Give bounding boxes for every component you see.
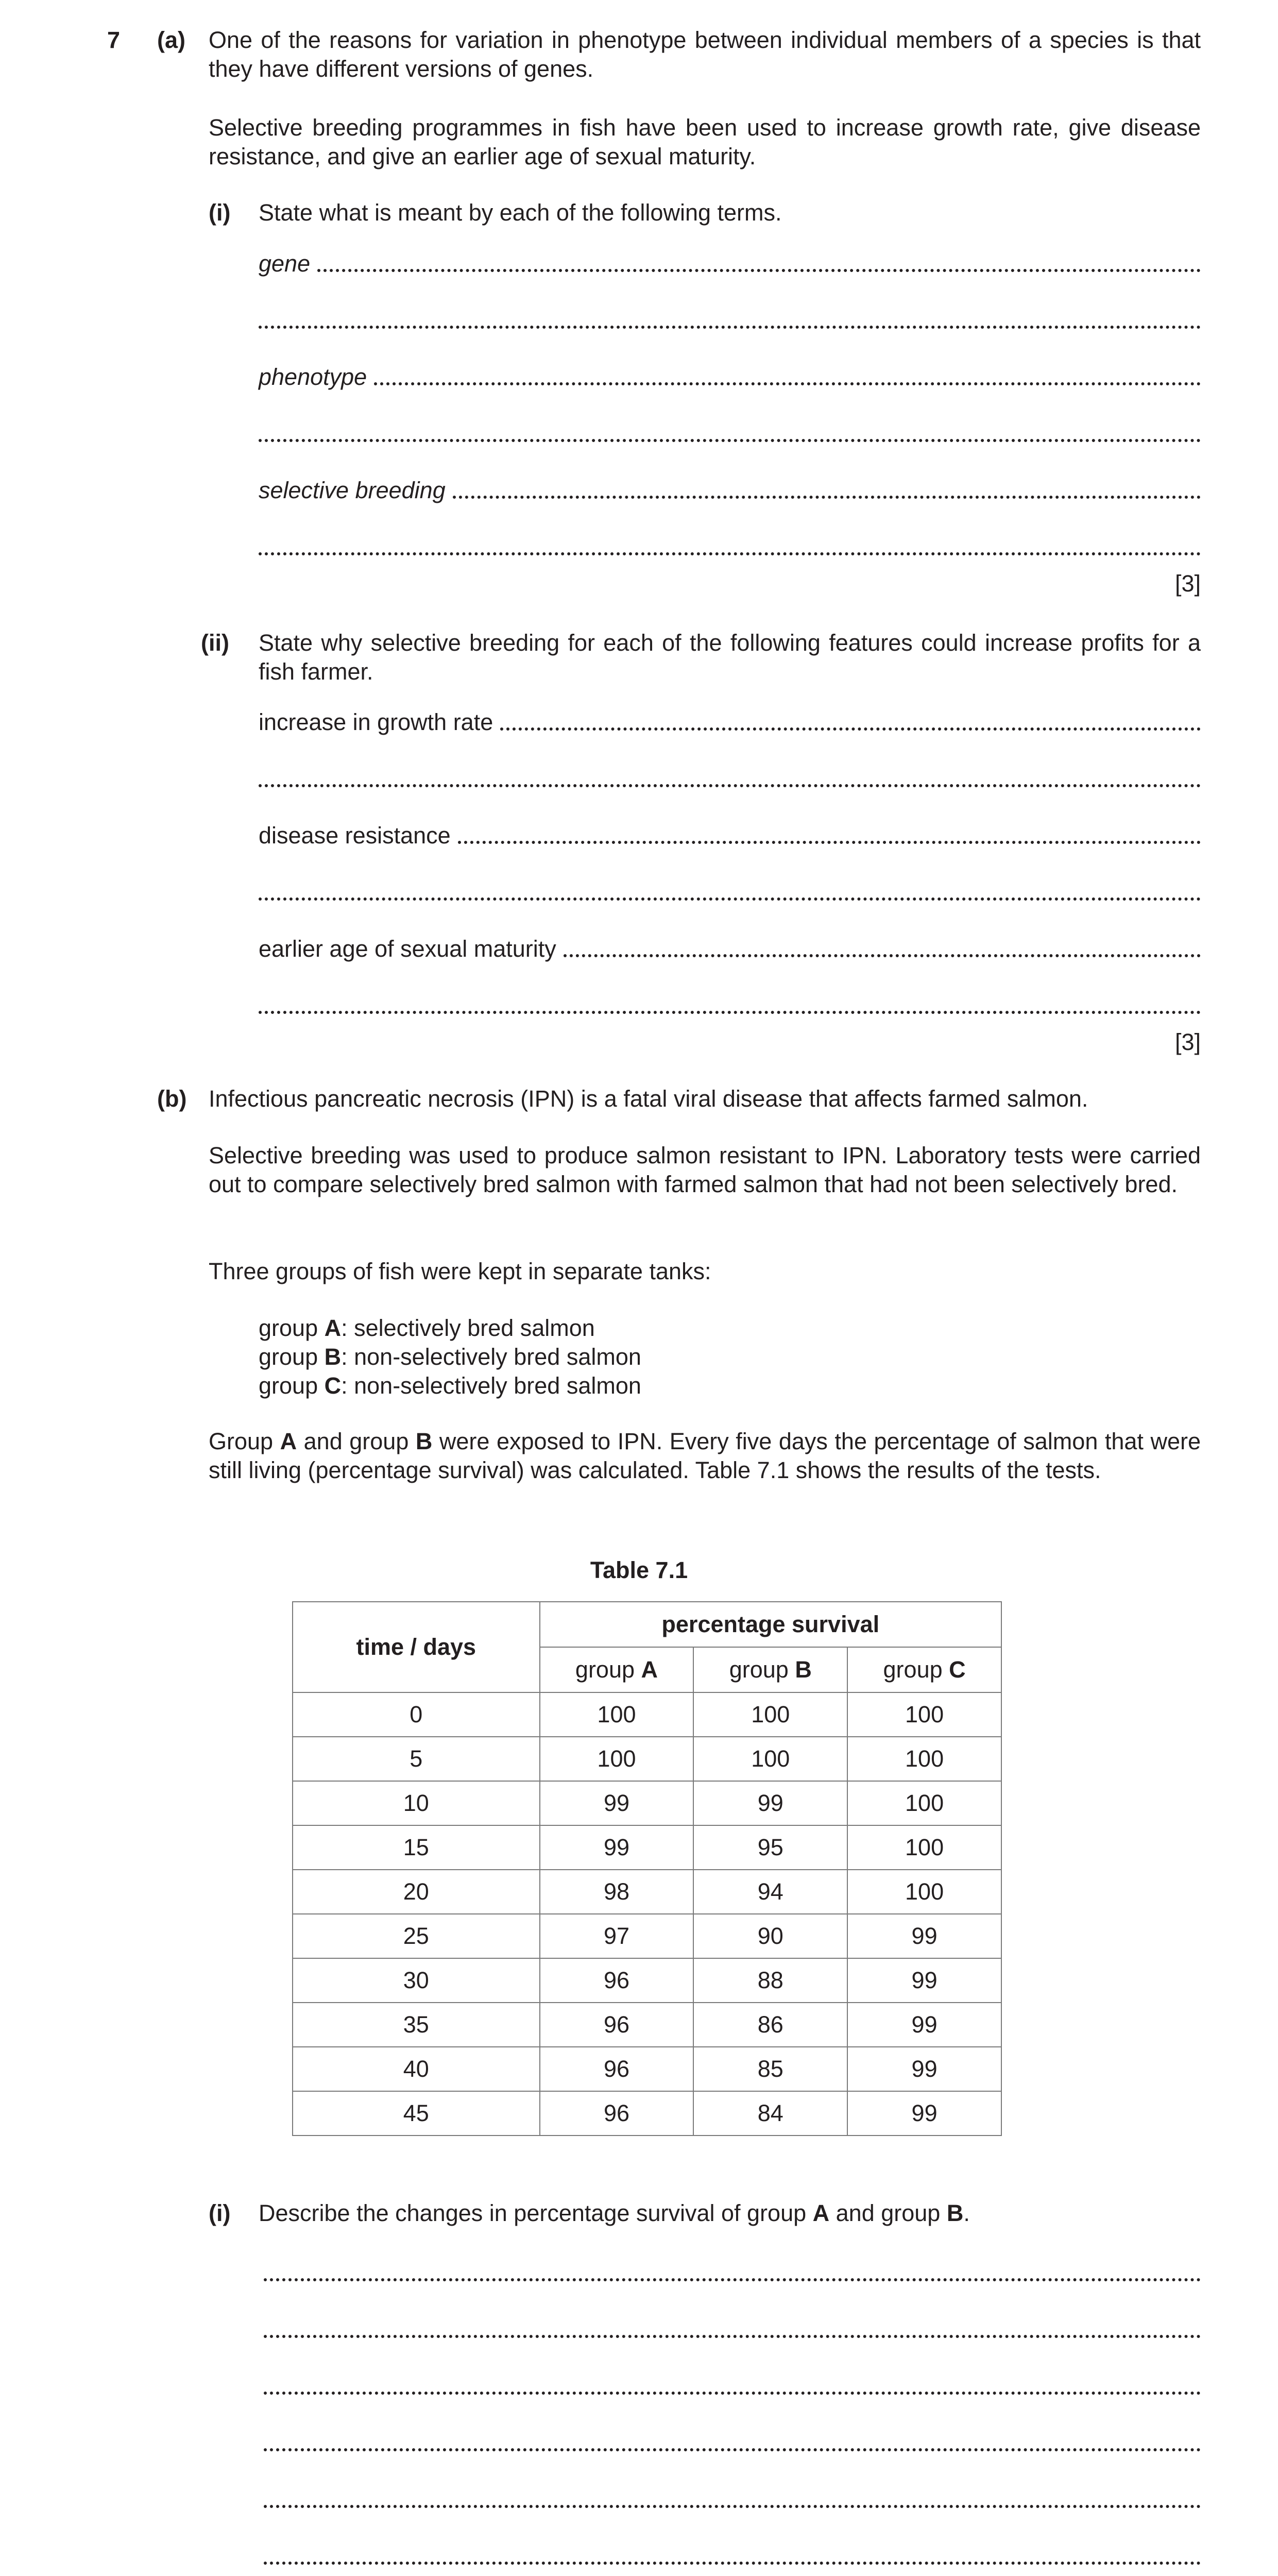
part-a-ii-label: (ii) (201, 630, 229, 656)
survival-cell: 98 (540, 1870, 694, 1914)
survival-cell: 99 (540, 1825, 694, 1870)
answer-line[interactable] (259, 876, 1201, 907)
part-b-i-label: (i) (209, 2200, 231, 2226)
survival-cell: 96 (540, 2091, 694, 2136)
survival-cell: 100 (693, 1737, 847, 1781)
survival-cell: 100 (540, 1737, 694, 1781)
survival-cell: 99 (540, 1781, 694, 1825)
time-cell: 10 (293, 1781, 540, 1825)
header-time: time / days (293, 1602, 540, 1692)
survival-cell: 96 (540, 2003, 694, 2047)
answer-line-sexual-maturity[interactable] (259, 933, 1201, 963)
survival-cell: 100 (847, 1870, 1001, 1914)
survival-cell: 94 (693, 1870, 847, 1914)
answer-line[interactable] (264, 2370, 1201, 2401)
time-cell: 45 (293, 2091, 540, 2136)
group-a-item: group A: selectively bred salmon (259, 1315, 595, 1341)
part-b-intro-3: Three groups of fish were kept in separate tanks: (209, 1258, 711, 1284)
table-row (293, 1958, 1001, 2003)
answer-line[interactable] (259, 762, 1201, 793)
table-row (293, 1870, 1001, 1914)
survival-cell: 100 (847, 1692, 1001, 1737)
exposure-paragraph: Group A and group B were exposed to IPN. Every five days the percentage of salmon that were still living (percentage survival) was calculated. Table 7.1 shows the results of the tests. (209, 1428, 1201, 1483)
survival-cell: 96 (540, 2047, 694, 2091)
survival-cell: 99 (847, 1914, 1001, 1958)
survival-cell: 86 (693, 2003, 847, 2047)
survival-cell: 99 (693, 1781, 847, 1825)
group-b-item: group B: non-selectively bred salmon (259, 1343, 641, 1370)
part-a-intro: One of the reasons for variation in phenotype between individual members of a species is that they have different versions of genes. (209, 27, 1201, 82)
part-b-label: (b) (157, 1086, 187, 1112)
survival-cell: 88 (693, 1958, 847, 2003)
answer-line[interactable] (264, 2257, 1201, 2287)
survival-cell: 100 (540, 1692, 694, 1737)
answer-line[interactable] (259, 417, 1201, 448)
survival-cell: 99 (847, 2047, 1001, 2091)
survival-cell: 99 (847, 2091, 1001, 2136)
answer-line[interactable] (264, 2427, 1201, 2458)
survival-cell: 84 (693, 2091, 847, 2136)
time-cell: 5 (293, 1737, 540, 1781)
survival-cell: 99 (847, 1958, 1001, 2003)
results-table (292, 1601, 1002, 2136)
part-a-i-label: (i) (209, 199, 231, 226)
answer-line-phenotype[interactable] (259, 361, 1201, 392)
survival-cell: 95 (693, 1825, 847, 1870)
survival-cell: 97 (540, 1914, 694, 1958)
time-cell: 30 (293, 1958, 540, 2003)
survival-cell: 99 (847, 2003, 1001, 2047)
survival-cell: 100 (847, 1825, 1001, 1870)
time-cell: 0 (293, 1692, 540, 1737)
part-a-ii-prompt: State why selective breeding for each of the following features could increase profits for a fish farmer. (259, 630, 1201, 685)
table-row (293, 1781, 1001, 1825)
answer-line[interactable] (259, 304, 1201, 335)
part-a-intro-2: Selective breeding programmes in fish have been used to increase growth rate, give disease resistance, and give an earlier age of sexual maturity. (209, 114, 1201, 170)
survival-cell: 96 (540, 1958, 694, 2003)
group-list (259, 1314, 641, 1400)
question-number: 7 (107, 27, 121, 53)
term-phenotype: phenotype (259, 364, 367, 391)
survival-cell: 100 (847, 1781, 1001, 1825)
header-group-c: group C (847, 1647, 1001, 1692)
answer-line-selective-breeding[interactable] (259, 474, 1201, 505)
part-b-intro-2: Selective breeding was used to produce salmon resistant to IPN. Laboratory tests were carried out to compare selectively bred salmon with farmed salmon that had not been selectively bred. (209, 1142, 1201, 1197)
part-b-intro: Infectious pancreatic necrosis (IPN) is a fatal viral disease that affects farmed salmon. (209, 1086, 1088, 1112)
marks-a-i: [3] (1174, 570, 1201, 597)
survival-cell: 90 (693, 1914, 847, 1958)
group-c-item: group C: non-selectively bred salmon (259, 1372, 641, 1399)
answer-line-gene[interactable] (259, 247, 1201, 278)
table-row (293, 1914, 1001, 1958)
answer-line[interactable] (259, 989, 1201, 1020)
table-row (293, 1825, 1001, 1870)
answer-line-disease-resistance[interactable] (259, 819, 1201, 850)
table-caption: Table 7.1 (590, 1557, 688, 1583)
feature-disease-resistance: disease resistance (259, 822, 451, 849)
part-a-i-prompt: State what is meant by each of the following terms. (259, 199, 782, 226)
term-selective-breeding: selective breeding (259, 477, 446, 504)
table-row (293, 2091, 1001, 2136)
time-cell: 40 (293, 2047, 540, 2091)
feature-sexual-maturity: earlier age of sexual maturity (259, 936, 556, 962)
marks-a-ii: [3] (1174, 1029, 1201, 1055)
survival-cell: 85 (693, 2047, 847, 2091)
answer-line[interactable] (264, 2483, 1201, 2514)
part-b-i-prompt: Describe the changes in percentage survival of group A and group B. (259, 2200, 970, 2226)
time-cell: 35 (293, 2003, 540, 2047)
table-row (293, 1692, 1001, 1737)
survival-cell: 100 (693, 1692, 847, 1737)
answer-line-growth-rate[interactable] (259, 706, 1201, 737)
header-survival: percentage survival (540, 1602, 1001, 1647)
answer-line[interactable] (264, 2313, 1201, 2344)
table-row (293, 2003, 1001, 2047)
answer-line[interactable] (259, 531, 1201, 562)
table-row (293, 1737, 1001, 1781)
table-row (293, 2047, 1001, 2091)
time-cell: 20 (293, 1870, 540, 1914)
answer-line[interactable] (264, 2540, 1201, 2571)
header-group-a: group A (540, 1647, 694, 1692)
feature-growth-rate: increase in growth rate (259, 709, 493, 736)
term-gene: gene (259, 250, 311, 277)
survival-cell: 100 (847, 1737, 1001, 1781)
table-body (293, 1692, 1001, 2136)
time-cell: 25 (293, 1914, 540, 1958)
part-a-label: (a) (157, 27, 185, 53)
time-cell: 15 (293, 1825, 540, 1870)
header-group-b: group B (693, 1647, 847, 1692)
